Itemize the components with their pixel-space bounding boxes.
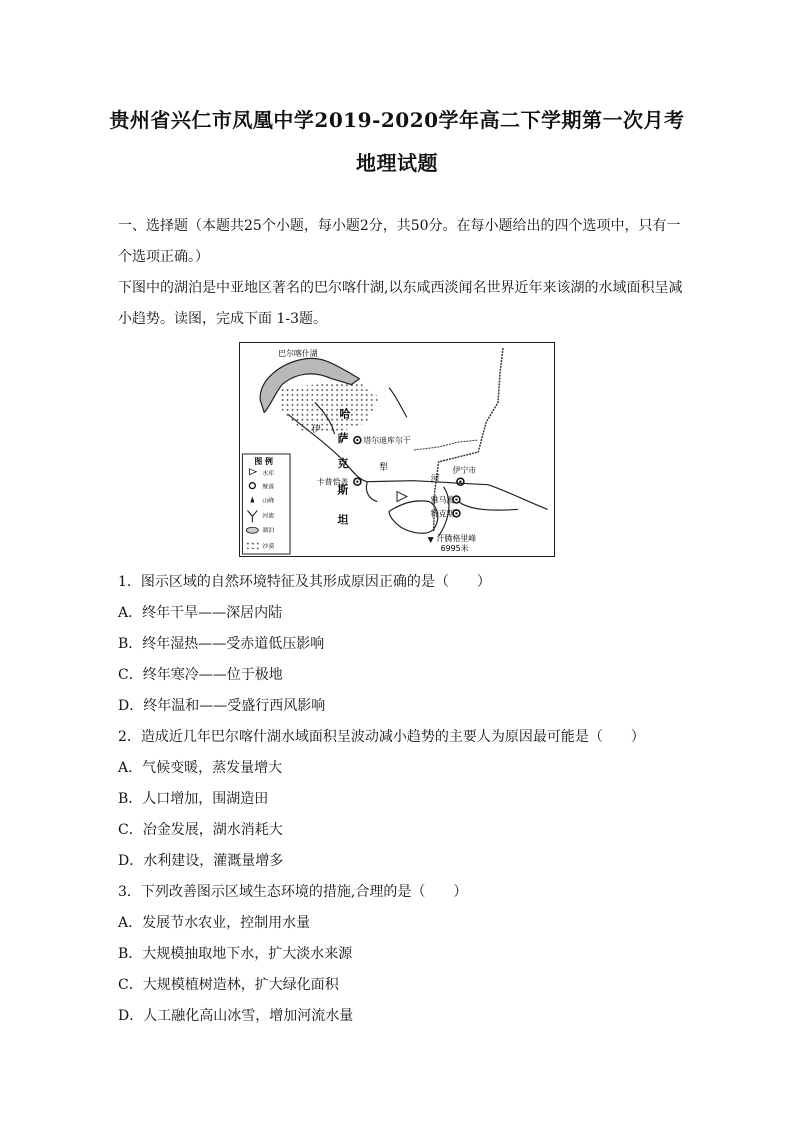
question-3-option-c: C．大规模植树造林，扩大绿化面积 bbox=[118, 977, 339, 993]
reservoir-icon bbox=[397, 492, 407, 502]
svg-text:6995米: 6995米 bbox=[440, 544, 469, 554]
question-2-option-b: B．人口增加，围湖造田 bbox=[118, 791, 269, 807]
question-2-option-a: A．气候变暖，蒸发量增大 bbox=[118, 760, 283, 776]
svg-text:萨: 萨 bbox=[337, 432, 349, 446]
svg-text:河流: 河流 bbox=[262, 512, 275, 520]
svg-text:斯: 斯 bbox=[337, 483, 349, 497]
question-3-option-a: A．发展节水农业，控制用水量 bbox=[118, 915, 311, 931]
svg-text:特克斯: 特克斯 bbox=[430, 509, 455, 519]
question-1-option-b: B．终年湿热——受赤道低压影响 bbox=[118, 636, 325, 652]
map-svg bbox=[240, 343, 554, 556]
svg-text:伊: 伊 bbox=[311, 425, 321, 436]
question-3-option-b: B．大规模抽取地下水，扩大淡水来源 bbox=[118, 946, 353, 962]
question-1-option-d: D．终年温和——受盛行西风影响 bbox=[118, 698, 326, 714]
svg-text:雅马渡: 雅马渡 bbox=[430, 495, 455, 505]
document-title-line1: 贵州省兴仁市凤凰中学2019-2020学年高二下学期第一次月考 bbox=[109, 108, 685, 132]
document-title-line2: 地理试题 bbox=[356, 151, 438, 175]
svg-text:犁: 犁 bbox=[379, 462, 389, 473]
svg-text:巴尔喀什湖: 巴尔喀什湖 bbox=[278, 348, 318, 358]
question-1-option-c: C．终年寒冷——位于极地 bbox=[118, 667, 283, 683]
svg-text:河: 河 bbox=[430, 474, 440, 485]
question-1-stem: 1．图示区域的自然环境特征及其形成原因正确的是（ ） bbox=[118, 574, 491, 590]
svg-text:伊宁市: 伊宁市 bbox=[452, 465, 477, 475]
section-intro: 一、选择题（本题共25个小题，每小题2分，共50分。在每小题给出的四个选项中，只有一个选项正确。） bbox=[118, 218, 681, 265]
legend bbox=[242, 454, 290, 554]
border-line-2 bbox=[414, 440, 478, 450]
peak-icon bbox=[428, 537, 434, 543]
svg-text:聚落: 聚落 bbox=[262, 483, 275, 491]
svg-text:克: 克 bbox=[337, 456, 349, 470]
question-3-stem: 3．下列改善图示区域生态环境的措施,合理的是（ ） bbox=[118, 884, 468, 900]
passage-text: 下图中的湖泊是中亚地区著名的巴尔喀什湖,以东咸西淡闻名世界近年来该湖的水域面积呈减小趋势。读图，完成下面 1-3题。 bbox=[118, 280, 683, 327]
question-3-option-d: D．人工融化高山冰雪，增加河流水量 bbox=[118, 1008, 354, 1024]
question-2-option-c: C．冶金发展，湖水消耗大 bbox=[118, 822, 283, 838]
svg-text:山峰: 山峰 bbox=[262, 497, 275, 505]
question-2-stem: 2．造成近几年巴尔喀什湖水域面积呈波动减小趋势的主要人为原因最可能是（ ） bbox=[118, 729, 645, 745]
svg-text:卡普恰盖: 卡普恰盖 bbox=[316, 477, 349, 487]
map-figure bbox=[239, 342, 555, 557]
svg-text:沙漠: 沙漠 bbox=[262, 543, 275, 551]
svg-text:湖泊: 湖泊 bbox=[262, 527, 275, 535]
svg-text:坦: 坦 bbox=[337, 513, 349, 527]
svg-text:汗腾格里峰: 汗腾格里峰 bbox=[436, 534, 477, 544]
desert-area bbox=[280, 381, 379, 434]
svg-text:图 例: 图 例 bbox=[254, 456, 273, 466]
question-2-option-d: D．水利建设，灌溉量增多 bbox=[118, 853, 284, 869]
svg-text:哈: 哈 bbox=[339, 407, 351, 421]
svg-text:塔尔迪库尔干: 塔尔迪库尔干 bbox=[363, 436, 411, 446]
svg-text:水库: 水库 bbox=[262, 469, 275, 477]
question-1-option-a: A．终年干旱——深居内陆 bbox=[118, 605, 283, 621]
